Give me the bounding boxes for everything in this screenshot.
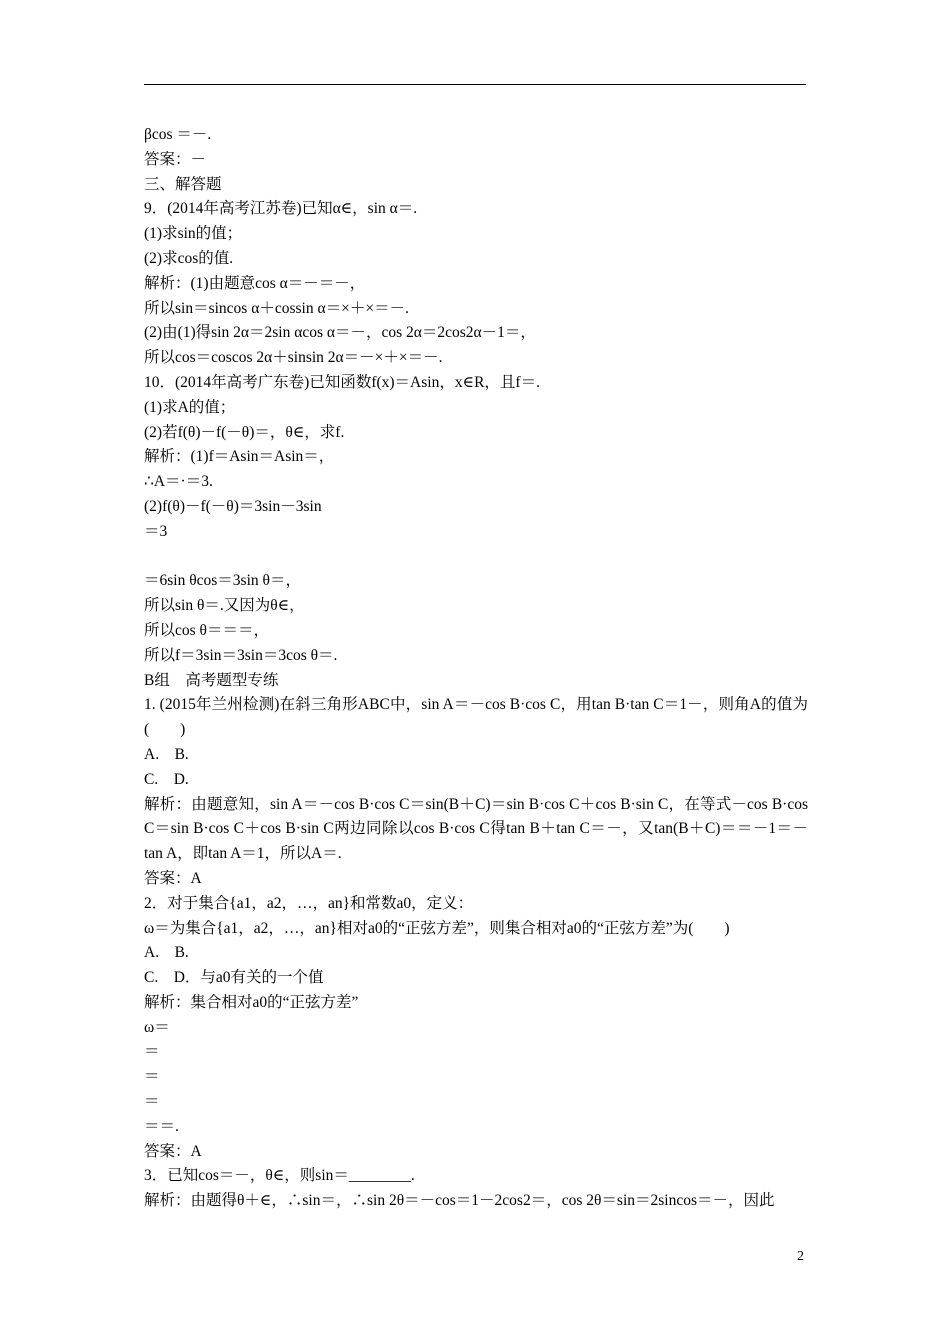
- problem-9-part-2: (2)求cos的值.: [144, 249, 234, 267]
- problem-b3-statement: 3．已知cos＝－，θ∈，则sin＝________.: [144, 1167, 415, 1185]
- solution-line: 所以f＝3sin＝3sin＝3cos θ＝.: [144, 646, 338, 664]
- solution-line: ∴A＝·＝3.: [144, 473, 213, 491]
- blank-line: [144, 545, 808, 570]
- page-number: 2: [797, 1249, 804, 1264]
- solution-line: 所以cos＝coscos 2α＋sinsin 2α＝－×＋×＝－.: [144, 349, 443, 367]
- problem-10-part-1: (1)求A的值；: [144, 398, 236, 416]
- solution-line: 所以sin＝sincos α＋cossin α＝×＋×＝－.: [144, 299, 409, 317]
- solution-line: 解析：由题得θ＋∈，∴sin＝，∴sin 2θ＝－cos＝1－2cos2＝，cos 2θ＝sin＝2sincos＝－，因此: [144, 1192, 775, 1210]
- group-heading: B组 高考题型专练: [144, 671, 279, 689]
- solution-line: ＝: [144, 1068, 160, 1086]
- solution-line: ＝3: [144, 522, 168, 540]
- choice-line: A. B.: [144, 944, 189, 962]
- answer-line: 答案：A: [144, 869, 202, 887]
- solution-line: 解析：(1)f＝Asin＝Asin＝，: [144, 448, 335, 466]
- solution-line: ω＝: [144, 1018, 170, 1036]
- choice-line: C. D．与a0有关的一个值: [144, 969, 324, 987]
- answer-line: 答案：A: [144, 1142, 202, 1160]
- problem-b1-statement: 1. (2015年兰州检测)在斜三角形ABC中，sin A＝－cos B·cos C，用tan B·tan C＝1－，则角A的值为( ): [144, 696, 808, 739]
- header-rule: [144, 84, 806, 85]
- solution-line: ＝＝.: [144, 1117, 179, 1135]
- choice-line: A. B.: [144, 745, 189, 763]
- solution-line: 解析：(1)由题意cos α＝－＝－，: [144, 274, 366, 292]
- solution-line: ＝6sin θcos＝3sin θ＝，: [144, 572, 301, 590]
- solution-line: 所以cos θ＝＝＝，: [144, 621, 269, 639]
- solution-line: 所以sin θ＝.又因为θ∈，: [144, 597, 305, 615]
- solution-line: (2)f(θ)－f(－θ)＝3sin－3sin: [144, 497, 322, 515]
- solution-line: ＝: [144, 1043, 160, 1061]
- solution-line: ＝: [144, 1093, 160, 1111]
- problem-10-part-2: (2)若f(θ)－f(－θ)＝，θ∈，求f.: [144, 423, 345, 441]
- section-heading: 三、解答题: [144, 175, 222, 193]
- solution-line: (2)由(1)得sin 2α＝2sin αcos α＝－，cos 2α＝2cos2α－1＝，: [144, 324, 536, 342]
- problem-10-statement: 10．(2014年高考广东卷)已知函数f(x)＝Asin，x∈R，且f＝.: [144, 373, 540, 391]
- problem-b2-statement: 2．对于集合{a1，a2，…，an}和常数a0，定义：: [144, 894, 474, 912]
- problem-9-part-1: (1)求sin的值；: [144, 225, 243, 243]
- answer-line: 答案：－: [144, 150, 207, 168]
- document-body: [144, 123, 808, 1214]
- problem-9-statement: 9．(2014年高考江苏卷)已知α∈，sin α＝.: [144, 200, 418, 218]
- solution-line: 解析：集合相对a0的“正弦方差”: [144, 993, 359, 1011]
- solution-paragraph: 解析：由题意知，sin A＝－cos B·cos C＝sin(B＋C)＝sin B·cos C＋cos B·sin C，在等式－cos B·cos C＝sin B·cos C＋cos B·sin C两边同除以cos B·cos C得tan B＋tan C＝－，又tan(B＋C)＝＝－1＝－tan A，即tan A＝1，所以A＝.: [144, 795, 808, 863]
- problem-b2-definition: ω＝为集合{a1，a2，…，an}相对a0的“正弦方差”，则集合相对a0的“正弦方差”为( ): [144, 919, 730, 937]
- choice-line: C. D.: [144, 770, 189, 788]
- text-line: βcos ＝－.: [144, 126, 212, 143]
